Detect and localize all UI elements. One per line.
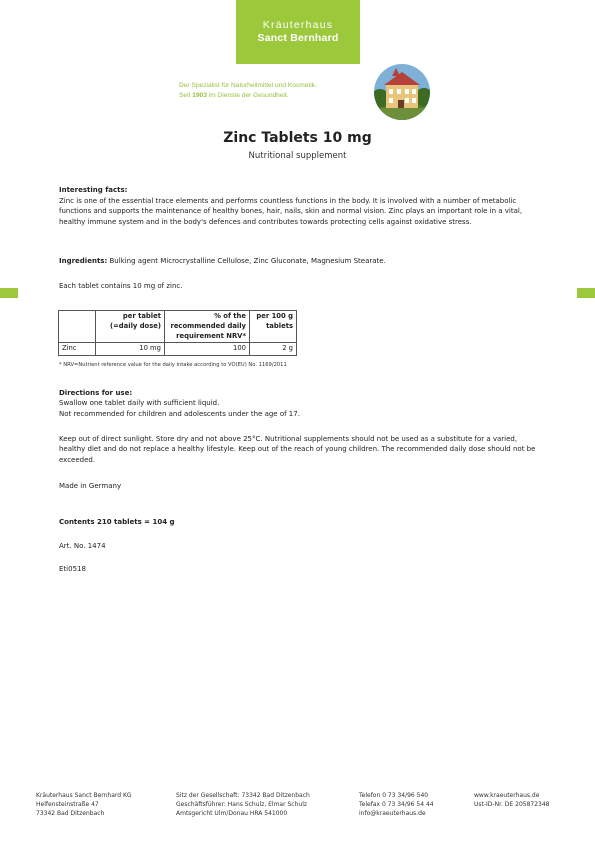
article-number: Art. No. 1474 bbox=[59, 542, 106, 550]
footer-phone: Telefon 0 73 34/96 540 bbox=[359, 792, 429, 799]
table-cell-nutrient: Zinc bbox=[59, 343, 96, 356]
footer-email: info@kraeuterhaus.de bbox=[359, 810, 426, 818]
fold-mark-left bbox=[0, 288, 18, 298]
product-subtitle: Nutritional supplement bbox=[248, 151, 347, 161]
footer-legal bbox=[176, 791, 310, 819]
footer-web bbox=[474, 791, 549, 809]
product-title: Zinc Tablets 10 mg bbox=[223, 130, 372, 146]
ingredients-text: Bulking agent Microcrystalline Cellulose, Zinc Gluconate, Magnesium Stearate. bbox=[109, 257, 386, 265]
facts-heading: Interesting facts: bbox=[59, 186, 128, 194]
table-cell-per-tablet: 10 mg bbox=[96, 343, 165, 356]
logo-line-1: Kräuterhaus bbox=[262, 19, 334, 31]
nutrition-table bbox=[58, 310, 297, 356]
tagline-line-2 bbox=[179, 91, 369, 101]
tagline-line-1: Der Spezialist für Naturheilmittel und Kosmetik. bbox=[179, 82, 317, 89]
footer-contact bbox=[359, 791, 434, 819]
brand-tagline bbox=[179, 81, 369, 101]
table-footnote: * NRV=Nutrient reference value for the daily intake according to VO(EU) No. 1169/2011 bbox=[59, 362, 287, 368]
each-tablet-text: Each tablet contains 10 mg of zinc. bbox=[59, 282, 183, 290]
directions-line-1: Swallow one tablet daily with sufficient liquid. bbox=[59, 399, 220, 407]
directions-heading: Directions for use: bbox=[59, 389, 133, 397]
footer-fax: Telefax 0 73 34/96 54 44 bbox=[359, 801, 434, 809]
tagline-prefix: Seit bbox=[179, 92, 191, 99]
ingredients bbox=[59, 256, 539, 266]
eti-code: Eti0518 bbox=[59, 565, 86, 573]
tagline-year: 1903 bbox=[192, 92, 207, 99]
table-cell-per-100g: 2 g bbox=[250, 343, 297, 356]
brand-logo bbox=[236, 0, 360, 64]
table-header-blank bbox=[59, 311, 96, 343]
footer-managers: Geschäftsführer: Hans Schulz, Elmar Schulz bbox=[176, 801, 308, 809]
logo-line-2: Sanct Bernhard bbox=[257, 32, 339, 44]
storage-warning: Keep out of direct sunlight. Store dry and not above 25°C. Nutritional supplements should not be used as a substitute for a varied, healthy diet and do not replace a healthy lifestyle. Keep out of the reach of young children. The recommended daily dose should not be exceeded. bbox=[59, 435, 536, 464]
made-in: Made in Germany bbox=[59, 482, 122, 490]
table-header-per-tablet: per tablet (=daily dose) bbox=[96, 311, 165, 343]
directions-line-2: Not recommended for children and adolescents under the age of 17. bbox=[59, 410, 300, 418]
table-header-nrv: % of the recommended daily requirement NRV* bbox=[165, 311, 250, 343]
contents: Contents 210 tablets = 104 g bbox=[59, 518, 175, 526]
table-cell-nrv: 100 bbox=[165, 343, 250, 356]
footer-website: www.kraeuterhaus.de bbox=[474, 792, 540, 799]
tagline-suffix: im Dienste der Gesundheit. bbox=[208, 92, 289, 99]
facts-text: Zinc is one of the essential trace elements and performs countless functions in the body. It is involved with a number of metabolic functions and supports the maintenance of healthy bones, hair, nails, skin and normal vision. Zinc plays an important role in a vital, healthy immune system and in the body's defences and contributes towards protecting cells against oxidative stress. bbox=[59, 197, 523, 226]
footer-company bbox=[36, 791, 132, 819]
footer-street: Helfensteinstraße 47 bbox=[36, 801, 99, 809]
table-header-per-100g: per 100 g tablets bbox=[250, 311, 297, 343]
table-row bbox=[59, 343, 297, 356]
ingredients-label: Ingredients: bbox=[59, 257, 108, 265]
table-header-row bbox=[59, 311, 297, 343]
building-photo bbox=[374, 64, 430, 120]
footer-vat-id: Ust-ID-Nr. DE 205872348 bbox=[474, 801, 550, 809]
footer-city: 73342 Bad Ditzenbach bbox=[36, 810, 105, 818]
footer-company-name: Kräuterhaus Sanct Bernhard KG bbox=[36, 792, 132, 799]
footer-seat: Sitz der Gesellschaft: 73342 Bad Ditzenbach bbox=[176, 792, 310, 799]
fold-mark-right bbox=[577, 288, 595, 298]
footer-court: Amtsgericht Ulm/Donau HRA 541000 bbox=[176, 810, 288, 818]
